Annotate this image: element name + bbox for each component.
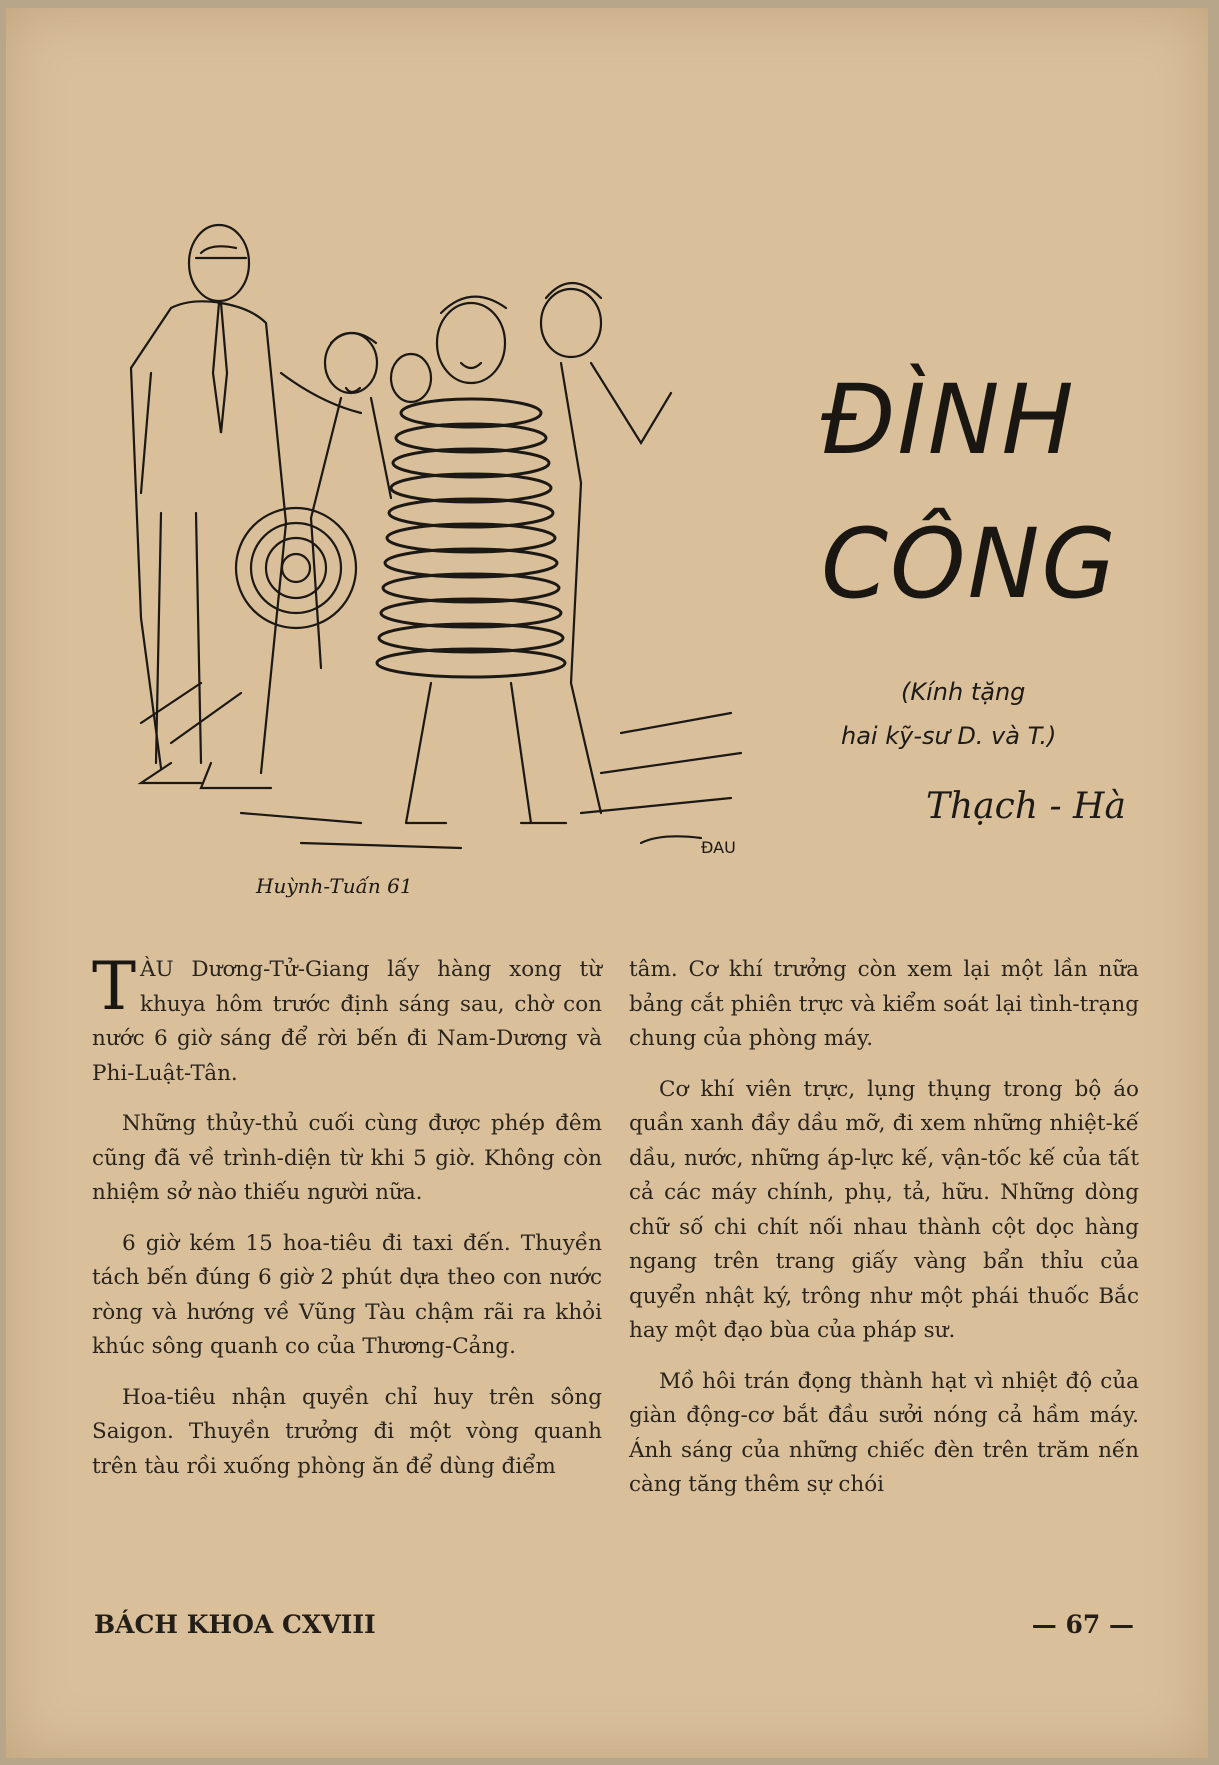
journal-name: BÁCH KHOA CXVIII: [94, 1610, 376, 1639]
paragraph-7: Mồ hôi trán đọng thành hạt vì nhiệt độ của giàn động-cơ bắt đầu sưởi nóng cả hầm máy. Ánh sáng của những chiếc đèn trên trăm nến càng tăng thêm sự chói: [629, 1368, 1139, 1497]
dedication-line-2: hai kỹ-sư D. và T.): [841, 722, 1057, 750]
title-line-1: ĐÌNH: [821, 364, 1076, 476]
paragraph-1: [92, 948, 602, 1091]
strike-cartoon-illustration: [101, 213, 801, 903]
author-name: Thạch - Hà: [926, 786, 1126, 827]
dedication: [841, 670, 1141, 758]
paragraph-3: 6 giờ kém 15 hoa-tiêu đi taxi đến. Thuyền tách bến đúng 6 giờ 2 phút dựa theo con nước ròng và hướng về Vũng Tàu chậm rãi ra khỏi khúc sông quanh co của Thương-Cảng.: [92, 1230, 602, 1359]
right-column: [629, 953, 1139, 1519]
left-column: [92, 948, 602, 1500]
magazine-page: [6, 8, 1208, 1758]
article-title: [821, 348, 1151, 636]
paragraph-1-text: ÀU Dương-Tử-Giang lấy hàng xong từ khuya hôm trước định sáng sau, chờ con nước 6 giờ sáng để rời bến đi Nam-Dương và Phi-Luật-Tân.: [92, 957, 602, 1086]
dedication-line-1: (Kính tặng: [901, 678, 1026, 706]
drop-cap: T: [92, 948, 137, 1025]
page-number: — 67 —: [1031, 1610, 1134, 1639]
paragraph-6: Cơ khí viên trực, lụng thụng trong bộ áo quần xanh đầy dầu mỡ, đi xem những nhiệt-kế dầu, nước, những áp-lực kế, vận-tốc kế của tất cả các máy chính, phụ, tả, hữu. Những dòng chữ số chi chít nối nhau thành cột dọc hàng ngang trên trang giấy vàng bẩn thỉu của quyển nhật ký, trông như một phái thuốc Bắc hay một đạo bùa của pháp sư.: [629, 1076, 1139, 1343]
paragraph-4: Hoa-tiêu nhận quyền chỉ huy trên sông Saigon. Thuyền trưởng đi một vòng quanh trên tàu rồi xuống phòng ăn để dùng điểm: [92, 1384, 602, 1479]
paragraph-5: tâm. Cơ khí trưởng còn xem lại một lần nữa bảng cắt phiên trực và kiểm soát lại tình-trạng chung của phòng máy.: [629, 957, 1139, 1051]
illustrator-signature: Huỳnh-Tuấn 61: [256, 874, 413, 898]
svg-text:ĐAU: ĐAU: [701, 838, 736, 857]
title-line-2: CÔNG: [821, 508, 1118, 620]
paragraph-2: Những thủy-thủ cuối cùng được phép đêm cũng đã về trình-diện từ khi 5 giờ. Không còn nhiệm sở nào thiếu người nữa.: [92, 1111, 602, 1205]
